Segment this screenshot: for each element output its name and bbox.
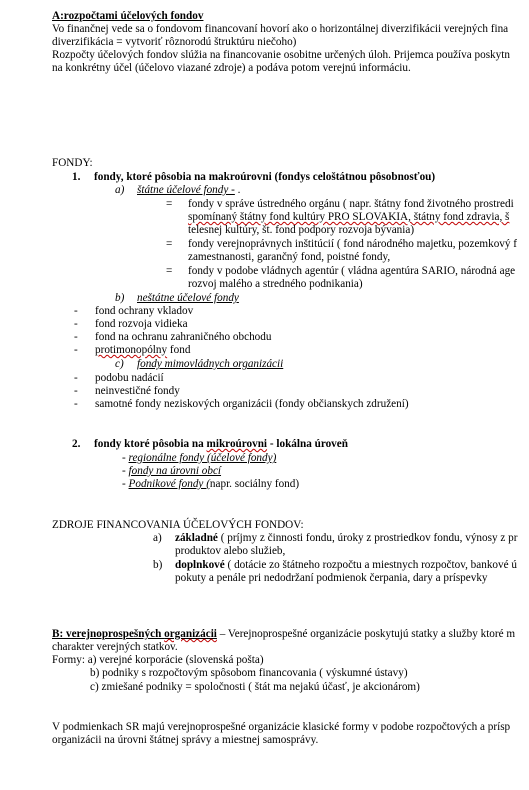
final-paragraph-line-2: organizácii na úrovni štátnej správy a miestnej samosprávy.: [52, 734, 319, 746]
mikrourovni-word: mikroúrovni: [206, 438, 268, 450]
section-b-heading-part-a: B: verejnoprospešných: [52, 628, 165, 640]
state-fund-bullet-2-line-1: fondy verejnoprávnych inštitúcií ( fond národného majetku, pozemkový f: [188, 238, 518, 250]
fondy-label: FONDY:: [52, 157, 93, 169]
section-a-paragraph-1-line-2: diverzifikácia = vytvoriť rôznorodú štruktúru niečoho): [52, 36, 297, 48]
sub-c-letter: c): [115, 358, 124, 370]
ngo-fund-2: neinvestičné fondy: [95, 385, 180, 397]
fondy-item-2-title: [94, 438, 348, 451]
micro-fund-3-label: Podnikové fondy (: [128, 478, 210, 490]
fondy-item-2-number: 2.: [72, 438, 81, 450]
micro-fund-1-label: regionálne fondy (účelové fondy): [128, 452, 277, 464]
dash-5: -: [74, 372, 78, 384]
zdroje-b-text: ( dotácie zo štátneho rozpočtu a miestnych rozpočtov, bankové ú: [224, 559, 517, 571]
zdroje-a-text: ( príjmy z činnosti fondu, úroky z prostriedkov fondu, výnosy z pr: [217, 532, 518, 544]
section-a-paragraph-2-line-2: na konkrétny účel (účelovo viazané zdroje) a podáva potom verejnú informáciu.: [52, 62, 411, 74]
sub-b-title: neštátne účelové fondy: [137, 292, 239, 304]
state-fund-bullet-3-line-1: fondy v podobe vládnych agentúr ( vládna agentúra SARIO, národná age: [188, 265, 516, 277]
sub-a-title-tail: .: [234, 184, 241, 196]
state-fund-bullet-1-line-3: telesnej kultúry, št. fond podpory rozvoja bývania): [188, 224, 415, 236]
state-fund-bullet-3: =: [166, 265, 173, 277]
ngo-fund-3: samotné fondy neziskových organizácii (fondy občianskych združení): [95, 398, 409, 410]
doplnkove-word: doplnkové: [175, 559, 225, 571]
zdroje-a-line-1: [175, 532, 517, 545]
dash-1: -: [74, 305, 78, 317]
micro-fund-2-label: fondy na úrovni obcí: [128, 465, 222, 477]
item-2-title-part-c: - lokálna úroveň: [267, 438, 348, 450]
state-fund-bullet-3-line-2: rozvoj malého a stredného podnikania): [188, 278, 363, 290]
final-paragraph-line-1: V podmienkach SR majú verejnoprospešné organizácie klasické formy v podobe rozpočtových a prísp: [52, 721, 511, 733]
dash-7: -: [74, 398, 78, 410]
section-a-paragraph-1-line-1: Vo finančnej vede sa o fondovom financovaní hovorí ako o horizontálnej diverzifikácii verejných fina: [52, 23, 509, 35]
section-b-line-1-tail: – Verejnoprospešné organizácie poskytujú statky a služby ktoré m: [216, 628, 516, 640]
protimonopolny-word: protimonopólny: [95, 344, 168, 356]
section-b-form-b: b) podniky s rozpočtovým spôsobom financovania ( výskumné ústavy): [90, 667, 408, 679]
protimonopolny-tail: fond: [167, 344, 191, 356]
sub-a-title-line: [137, 184, 240, 197]
item-2-title-part-a: fondy ktoré pôsobia na: [94, 438, 207, 450]
section-b-line-2: charakter verejných statkov.: [52, 641, 178, 653]
section-a-heading: A:rozpočtami účelových fondov: [52, 10, 204, 22]
spominany-word: spomínaný štátny fond kultúry PRO SLOVAKIA, štátny fond zdravia, š: [188, 211, 510, 223]
section-b-heading: [52, 628, 217, 640]
section-b-line-1: [52, 628, 515, 641]
dash-3: -: [74, 331, 78, 343]
organizacii-word: organizácii: [164, 628, 217, 640]
micro-fund-2: - fondy na úrovni obcí: [122, 465, 222, 477]
fondy-item-1-title: fondy, ktoré pôsobia na makroúrovni (fondys celoštátnou pôsobnosťou): [94, 171, 436, 183]
sub-c-title: fondy mimovládnych organizácii: [137, 358, 284, 370]
ngo-fund-1: podobu nadácií: [95, 372, 164, 384]
micro-fund-3-tail: napr. sociálny fond): [209, 478, 300, 490]
sub-a-letter: a): [115, 184, 125, 196]
zakladne-word: základné: [175, 532, 218, 544]
sub-a-title: štátne účelové fondy -: [137, 184, 235, 196]
fondy-item-1-number: 1.: [72, 171, 81, 183]
state-fund-bullet-1-line-1: fondy v správe ústredného orgánu ( napr. štátny fond životného prostredi: [188, 198, 514, 210]
zdroje-b-line-2: pokuty a penále pri nedodržaní podmienok čerpania, dary a príspevky: [175, 572, 488, 584]
state-fund-bullet-1-line-2: [188, 211, 509, 224]
state-fund-bullet-1: =: [166, 198, 173, 210]
zdroje-b-letter: b): [153, 559, 163, 571]
non-state-fund-4: [95, 344, 190, 357]
zdroje-a-line-2: produktov alebo služieb,: [175, 545, 286, 557]
micro-fund-3: - Podnikové fondy (napr. sociálny fond): [122, 478, 300, 490]
state-fund-bullet-2: =: [166, 238, 173, 250]
zdroje-a-letter: a): [153, 532, 162, 544]
non-state-fund-3: fond na ochranu zahraničného obchodu: [95, 331, 272, 343]
section-b-form-c: c) zmiešané podniky = spoločnosti ( štát ma nejakú účasť, je akcionárom): [90, 681, 420, 693]
state-fund-bullet-2-line-2: zamestnanosti, garančný fond, poistné fondy,: [188, 251, 391, 263]
zdroje-b-line-1: [175, 559, 517, 572]
section-a-paragraph-2-line-1: Rozpočty účelových fondov slúžia na financovanie osobitne určených úloh. Prijemca používa poskytn: [52, 49, 510, 61]
dash-6: -: [74, 385, 78, 397]
non-state-fund-1: fond ochrany vkladov: [95, 305, 194, 317]
dash-2: -: [74, 318, 78, 330]
dash-4: -: [74, 344, 78, 356]
section-b-forms-line: Formy: a) verejné korporácie (slovenská pošta): [52, 654, 264, 666]
sub-b-letter: b): [115, 292, 125, 304]
non-state-fund-2: fond rozvoja vidieka: [95, 318, 188, 330]
micro-fund-1: - regionálne fondy (účelové fondy): [122, 452, 277, 464]
zdroje-heading: ZDROJE FINANCOVANIA ÚČELOVÝCH FONDOV:: [52, 519, 304, 531]
